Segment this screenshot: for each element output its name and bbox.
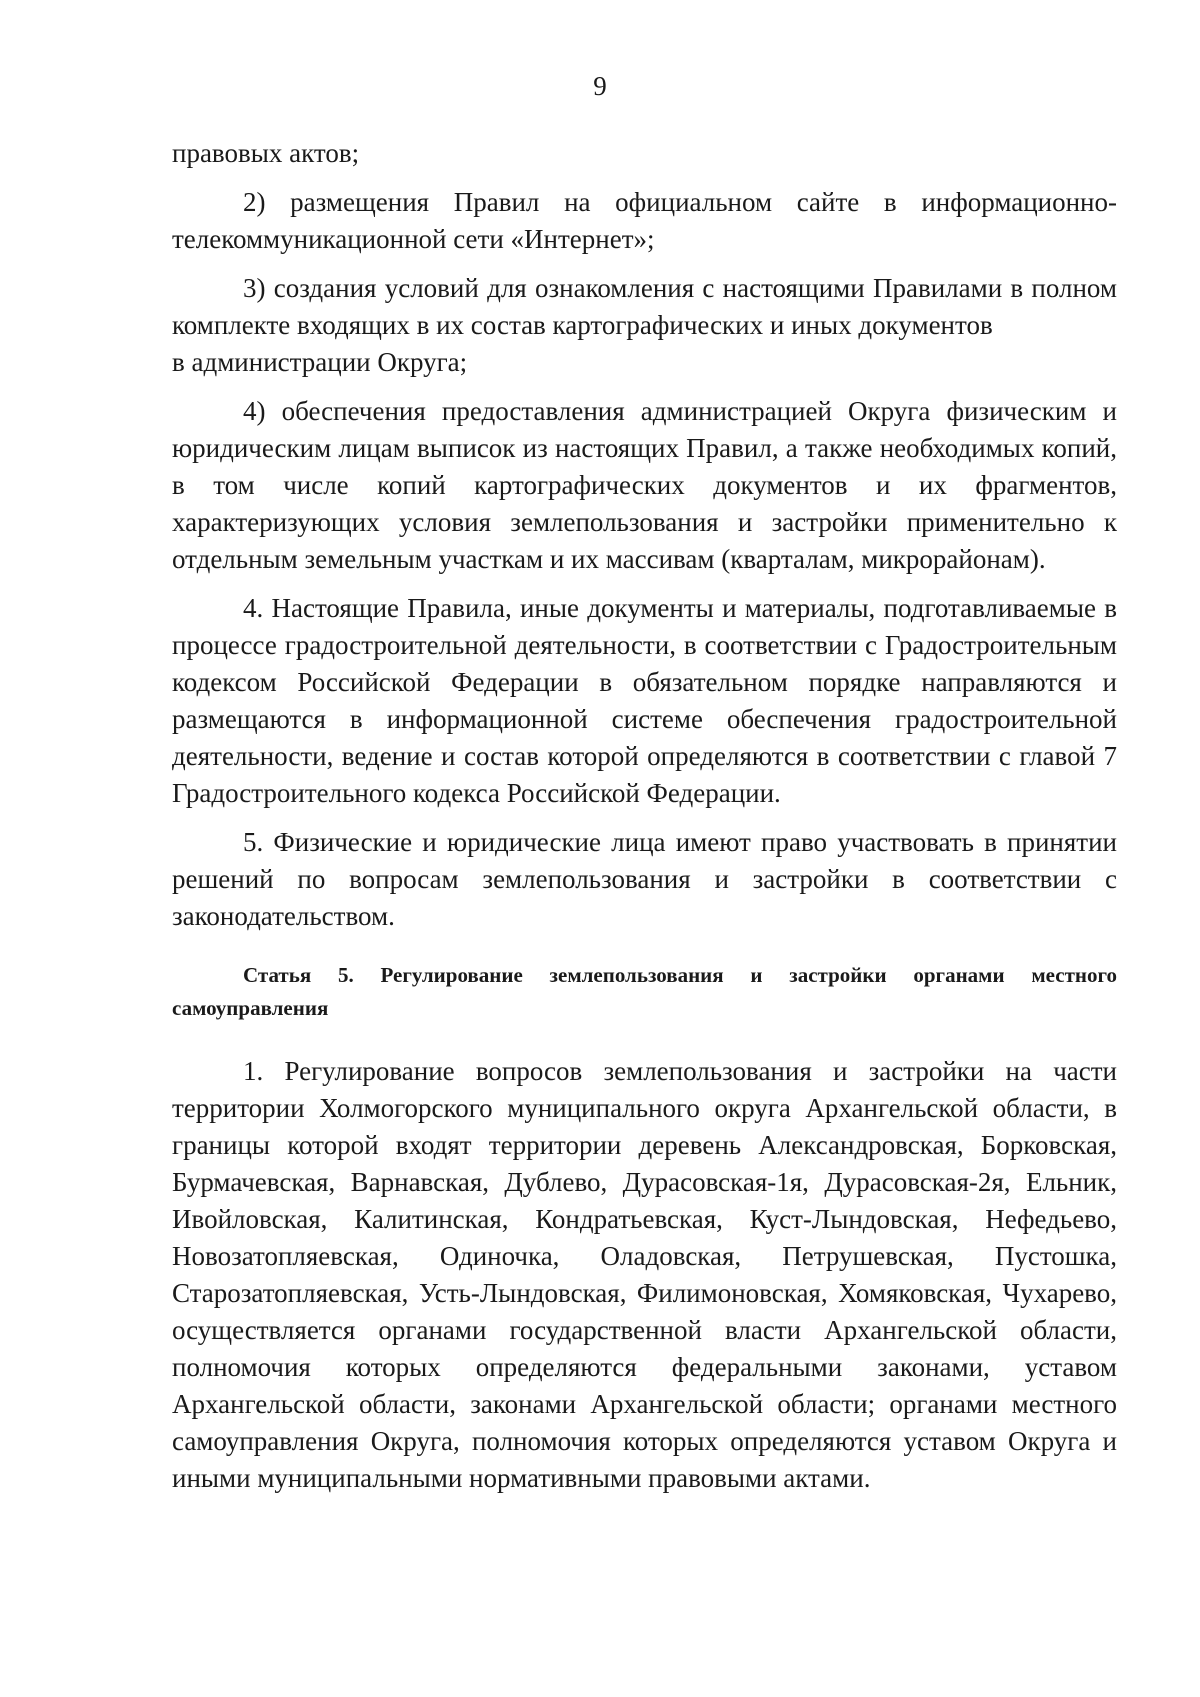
article-5-clause-1: 1. Регулирование вопросов землепользования и застройки на части территории Холмогорского муниципального округа Архангельской области, в границы которой входят территории деревень Александровская, Борковская, Бурмачевская, Варнавская, Дублево, Дурасовская-1я, Дурасовская-2я, Ельник, Ивойловская, Калитинская, Кондратьевская, Куст-Лындовская, Нефедьево, Новозатопляевская, Одиночка, Оладовская, Петрушевская, Пустошка, Старозатопляевская, Усть-Лындовская, Филимоновская, Хомяковская, Чухарево, осуществляется органами государственной власти Архангельской области, полномочия которых определяются федеральными законами, уставом Архангельской области, законами Архангельской области; органами местного самоуправления Округа, полномочия которых определяются уставом Округа и иными муниципальными нормативными правовыми актами. — [172, 1056, 1117, 1493]
document-body — [172, 135, 1117, 1509]
page-number: 9 — [593, 71, 607, 101]
paragraph-clause-4: 4. Настоящие Правила, иные документы и материалы, подготавливаемые в процессе градостроительной деятельности, в соответствии с Градостроительным кодексом Российской Федерации в обязательном порядке направляются и размещаются в информационной системе обеспечения градостроительной деятельности, ведение и состав которой определяются в соответствии с главой 7 Градостроительного кодекса Российской Федерации. — [172, 593, 1117, 808]
paragraph-item-3-continuation: в администрации Округа; — [172, 347, 468, 377]
paragraph-legal-acts-continuation: правовых актов; — [172, 138, 360, 168]
paragraph-clause-5: 5. Физические и юридические лица имеют право участвовать в принятии решений по вопросам землепользования и застройки в соответствии с законодательством. — [172, 827, 1117, 931]
paragraph-item-2: 2) размещения Правил на официальном сайте в информационно-телекоммуникационной сети «Интернет»; — [172, 187, 1117, 254]
paragraph-item-4: 4) обеспечения предоставления администрацией Округа физическим и юридическим лицам выписок из настоящих Правил, а также необходимых копий, в том числе копий картографических документов и их фрагментов, характеризующих условия землепользования и застройки применительно к отдельным земельным участкам и их массивам (кварталам, микрорайонам). — [172, 396, 1117, 574]
article-5-heading: Статья 5. Регулирование землепользования и застройки органами местного самоуправления — [172, 963, 1117, 1020]
paragraph-item-3: 3) создания условий для ознакомления с настоящими Правилами в полном комплекте входящих в их состав картографических и иных документов — [172, 273, 1117, 340]
